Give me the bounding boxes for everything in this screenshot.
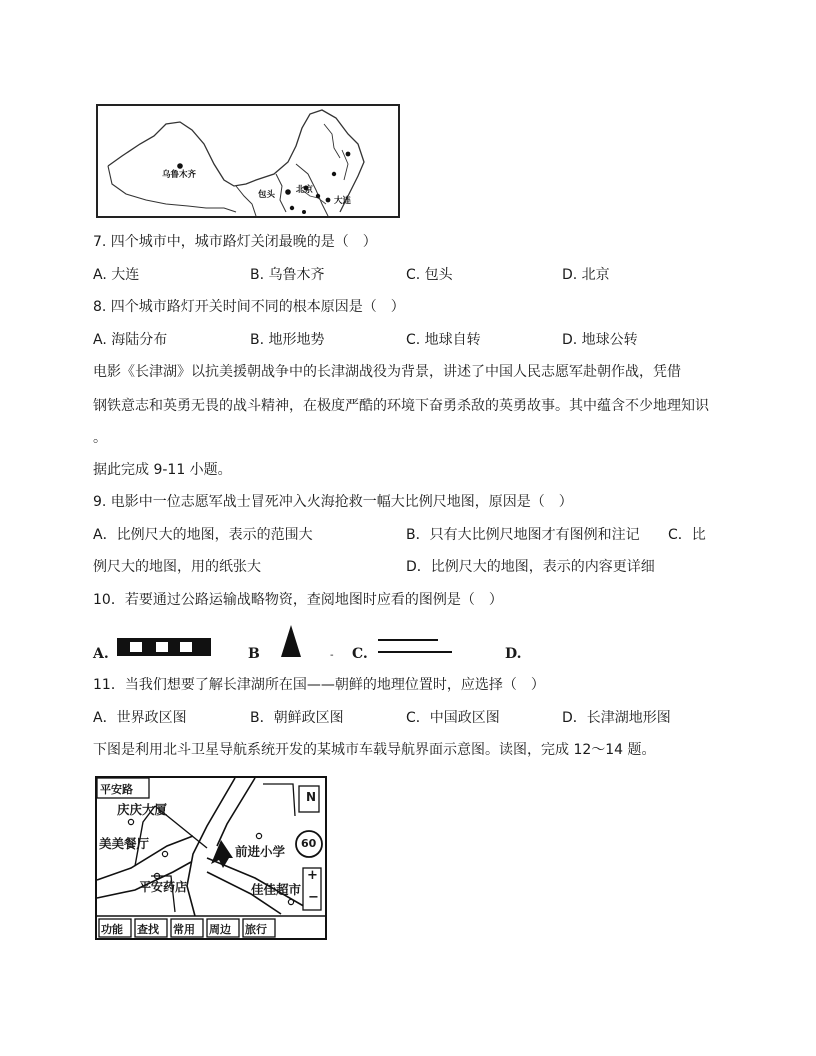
railway-symbol — [116, 636, 212, 658]
q9-option-b[interactable]: B．只有大比例尺地图才有图例和注记 — [406, 527, 640, 543]
q7-stem: 7. 四个城市中，城市路灯关闭最晚的是（ ） — [93, 234, 377, 250]
q8-option-c[interactable]: C. 地球自转 — [406, 332, 481, 348]
passage-line-1: 电影《长津湖》以抗美援朝战争中的长津湖战役为背景，讲述了中国人民志愿军赴朝作战，凭借 — [93, 364, 681, 380]
q10-option-a-label[interactable]: A. — [93, 646, 109, 662]
city-beijing: 北京 — [296, 185, 314, 195]
china-map-svg — [96, 104, 400, 218]
nav-button-function[interactable]: 功能 — [101, 923, 123, 936]
nav-button-nearby[interactable]: 周边 — [209, 923, 231, 936]
q9-option-d[interactable]: D．比例尺大的地图，表示的内容更详细 — [406, 559, 655, 575]
passage-line-2: 钢铁意志和英勇无畏的战斗精神，在极度严酷的环境下奋勇杀敌的英勇故事。其中蕴含不少地理知识 — [93, 398, 709, 414]
q10-option-d-label[interactable]: D. — [505, 646, 522, 662]
north-label: N — [306, 790, 317, 804]
zoom-in-button[interactable]: + — [307, 868, 318, 883]
urumqi-dot — [177, 163, 183, 169]
q8-stem: 8. 四个城市路灯开关时间不同的根本原因是（ ） — [93, 299, 405, 315]
nav-map-figure — [95, 776, 327, 940]
china-map-figure — [96, 104, 400, 218]
q8-option-d[interactable]: D. 地球公转 — [562, 332, 638, 348]
q10-option-b-label[interactable]: B — [248, 646, 260, 662]
city-dalian: 大连 — [334, 196, 352, 206]
q11-option-c[interactable]: C．中国政区图 — [406, 710, 500, 726]
q9-stem: 9. 电影中一位志愿军战士冒死冲入火海抢救一幅大比例尺地图，原因是（ ） — [93, 494, 573, 510]
q7-option-b[interactable]: B. 乌鲁木齐 — [250, 267, 325, 283]
passage-line-3: 。 — [93, 430, 107, 446]
passage-instruction: 据此完成 9-11 小题。 — [93, 462, 232, 478]
q10-stem: 10．若要通过公路运输战略物资，查阅地图时应看的图例是（ ） — [93, 592, 503, 608]
q7-option-d[interactable]: D. 北京 — [562, 267, 610, 283]
place-qianjin-school: 前进小学 — [235, 844, 286, 859]
q7-option-c[interactable]: C. 包头 — [406, 267, 453, 283]
city-baotou: 包头 — [258, 190, 276, 200]
intro-12-14: 下图是利用北斗卫星导航系统开发的某城市车载导航界面示意图。读图，完成 12～14 题。 — [93, 742, 656, 758]
place-jiajia-supermarket: 佳佳超市 — [251, 882, 302, 897]
q11-option-a[interactable]: A．世界政区图 — [93, 710, 187, 726]
place-qingqing-building: 庆庆大厦 — [117, 802, 168, 817]
q9-option-a[interactable]: A．比例尺大的地图，表示的范围大 — [93, 527, 313, 543]
nav-button-common[interactable]: 常用 — [173, 923, 195, 936]
q9-option-c-end[interactable]: 例尺大的地图，用的纸张大 — [93, 559, 261, 575]
q11-stem: 11．当我们想要了解长津湖所在国——朝鲜的地理位置时，应选择（ ） — [93, 677, 545, 693]
baotou-dot — [285, 189, 291, 195]
q8-option-a[interactable]: A. 海陆分布 — [93, 332, 168, 348]
q10-option-c-label[interactable]: C. — [352, 646, 368, 662]
zoom-out-button[interactable]: − — [308, 890, 319, 905]
speed-limit-value: 60 — [301, 837, 317, 850]
q8-option-b[interactable]: B. 地形地势 — [250, 332, 325, 348]
place-pingan-pharmacy: 平安药店 — [139, 880, 188, 894]
q11-option-d[interactable]: D．长津湖地形图 — [562, 710, 671, 726]
nav-button-search[interactable]: 查找 — [137, 923, 159, 936]
mountain-peak-symbol — [280, 624, 302, 658]
q7-option-a[interactable]: A. 大连 — [93, 267, 140, 283]
dalian-dot — [326, 198, 331, 203]
road-label: 平安路 — [100, 783, 133, 796]
highway-symbol — [374, 634, 456, 656]
place-meimei-restaurant: 美美餐厅 — [99, 836, 150, 851]
nav-button-travel[interactable]: 旅行 — [245, 923, 267, 936]
q9-option-c-start[interactable]: C．比 — [668, 527, 706, 543]
q11-option-b[interactable]: B．朝鲜政区图 — [250, 710, 344, 726]
city-urumqi: 乌鲁木齐 — [162, 170, 197, 180]
